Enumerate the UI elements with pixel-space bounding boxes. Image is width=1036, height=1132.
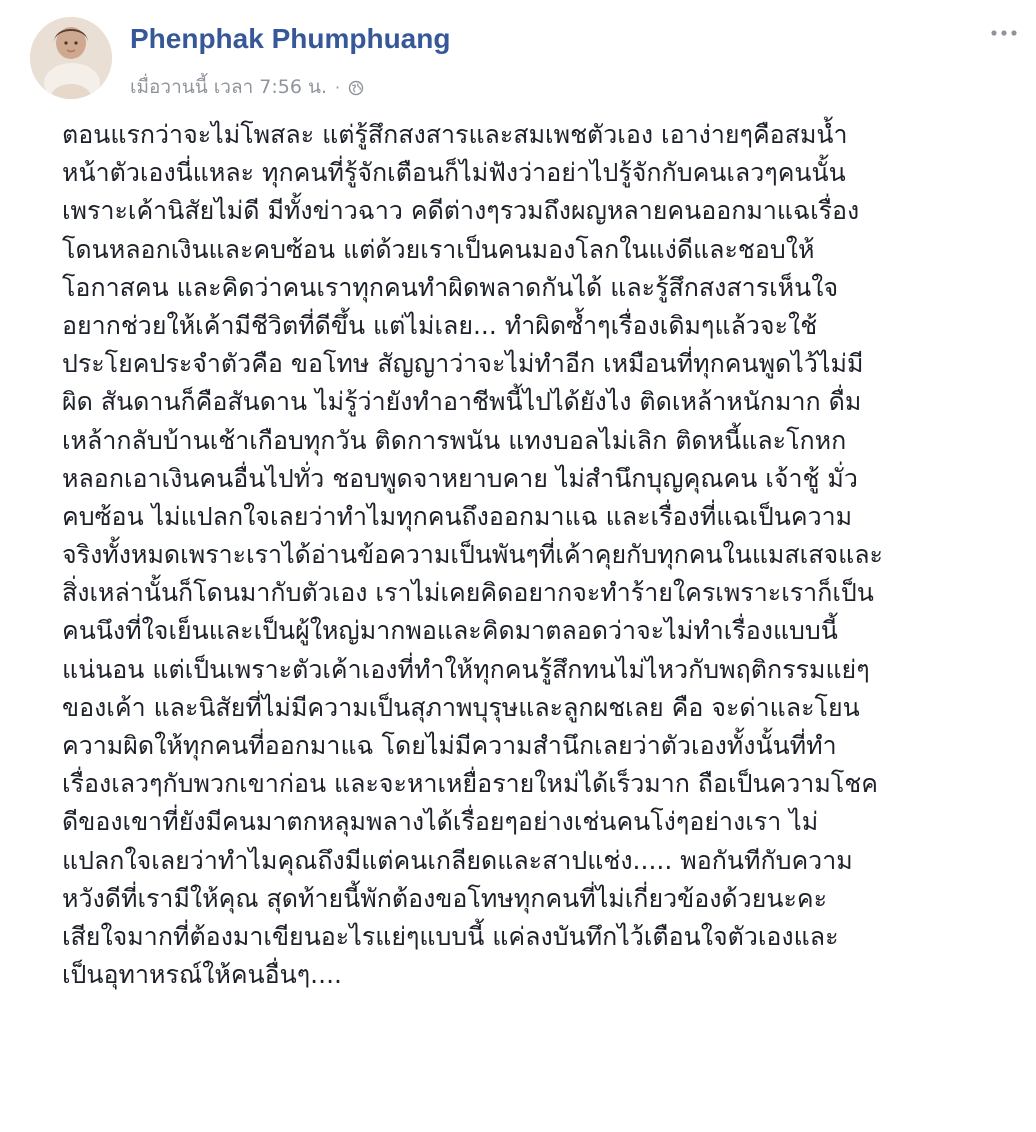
post-text-line: หวังดีที่เรามีให้คุณ สุดท้ายนี้พักต้องขอโทษทุกคนที่ไม่เกี่ยวข้องด้วยนะคะ xyxy=(62,883,828,913)
post-text-line: ความผิดให้ทุกคนที่ออกมาแฉ โดยไม่มีความสำนึกเลยว่าตัวเองทั้งนั้นที่ทำ xyxy=(62,731,837,760)
post-text-line: ตอนแรกว่าจะไม่โพสละ แต่รู้สึกสงสารและสมเพชตัวเอง เอาง่ายๆคือสมน้ำ xyxy=(62,120,848,149)
author-name-link[interactable]: Phenphak Phumphuang xyxy=(130,23,451,54)
post-text-line: หน้าตัวเองนี่แหละ ทุกคนที่รู้จักเตือนก็ไม่ฟังว่าอย่าไปรู้จักกับคนเลวๆคนนั้น xyxy=(62,158,846,188)
post-timestamp[interactable]: เมื่อวานนี้ เวลา 7:56 น. xyxy=(130,76,328,98)
post-text-line: เรื่องเลวๆกับพวกเขาก่อน และจะหาเหยื่อรายใหม่ได้เร็วมาก ถือเป็นความโชค xyxy=(62,769,878,799)
post-text-line: ของเค้า และนิสัยที่ไม่มีความเป็นสุภาพบุรุษและลูกผชเลย คือ จะด่าและโยน xyxy=(62,692,860,722)
author-avatar[interactable] xyxy=(30,17,112,99)
post-text-line: จริงทั้งหมดเพราะเราได้อ่านข้อความเป็นพันๆที่เค้าคุยกับทุกคนในแมสเสจและ xyxy=(62,540,883,570)
post-text-line: ผิด สันดานก็คือสันดาน ไม่รู้ว่ายังทำอาชีพนี้ไปได้ยังไง ติดเหล้าหนักมาก ดื่ม xyxy=(62,387,862,417)
post-meta xyxy=(130,74,364,100)
post-body-text xyxy=(62,116,1028,994)
profile-photo-icon xyxy=(30,17,112,99)
post-text-line: โอกาสคน และคิดว่าคนเราทุกคนทำผิดพลาดกันได้ และรู้สึกสงสารเห็นใจ xyxy=(62,272,839,302)
post-text-line: สิ่งเหล่านั้นก็โดนมากับตัวเอง เราไม่เคยคิดอยากจะทำร้ายใครเพราะเราก็เป็น xyxy=(62,578,874,608)
post-text-line: อยากช่วยให้เค้ามีชีวิตที่ดีขึ้น แต่ไม่เลย... ทำผิดซ้ำๆเรื่องเดิมๆแล้วจะใช้ xyxy=(62,310,818,340)
more-options-button[interactable] xyxy=(982,18,1026,48)
post-text-line: ดีของเขาที่ยังมีคนมาตกหลุมพลางได้เรื่อยๆอย่างเช่นคนโง่ๆอย่างเรา ไม่ xyxy=(62,807,819,837)
post-text-line: เป็นอุทาหรณ์ให้คนอื่นๆ.... xyxy=(62,960,342,990)
ellipsis-icon xyxy=(990,29,1018,37)
globe-icon[interactable] xyxy=(348,79,364,95)
post-text-line: โดนหลอกเงินและคบซ้อน แต่ด้วยเราเป็นคนมองโลกในแง่ดีและชอบให้ xyxy=(62,234,815,264)
post-text-line: คบซ้อน ไม่แปลกใจเลยว่าทำไมทุกคนถึงออกมาแฉ และเรื่องที่แฉเป็นความ xyxy=(62,501,853,531)
post-text-line: เสียใจมากที่ต้องมาเขียนอะไรแย่ๆแบบนี้ แค่ลงบันทึกไว้เตือนใจตัวเองและ xyxy=(62,921,839,951)
post-text-line: แปลกใจเลยว่าทำไมคุณถึงมีแต่คนเกลียดและสาปแช่ง..... พอกันทีกับความ xyxy=(62,845,853,875)
post-text-line: เหล้ากลับบ้านเช้าเกือบทุกวัน ติดการพนัน แทงบอลไม่เลิก ติดหนี้และโกหก xyxy=(62,425,847,455)
post-text-line: ประโยคประจำตัวคือ ขอโทษ สัญญาว่าจะไม่ทำอีก เหมือนที่ทุกคนพูดไว้ไม่มี xyxy=(62,349,864,379)
post-text-line: คนนึงที่ใจเย็นและเป็นผู้ใหญ่มากพอและคิดมาตลอดว่าจะไม่ทำเรื่องแบบนี้ xyxy=(62,616,838,646)
post-text-line: หลอกเอาเงินคนอื่นไปทั่ว ชอบพูดจาหยาบคาย ไม่สำนึกบุญคุณคน เจ้าชู้ มั่ว xyxy=(62,463,858,493)
post-text-line: เพราะเค้านิสัยไม่ดี มีทั้งข่าวฉาว คดีต่างๆรวมถึงผญหลายคนออกมาแฉเรื่อง xyxy=(62,196,860,226)
post-header xyxy=(0,0,1036,110)
meta-separator: · xyxy=(335,77,341,97)
post-text-line: แน่นอน แต่เป็นเพราะตัวเค้าเองที่ทำให้ทุกคนรู้สึกทนไม่ไหวกับพฤติกรรมแย่ๆ xyxy=(62,654,870,684)
